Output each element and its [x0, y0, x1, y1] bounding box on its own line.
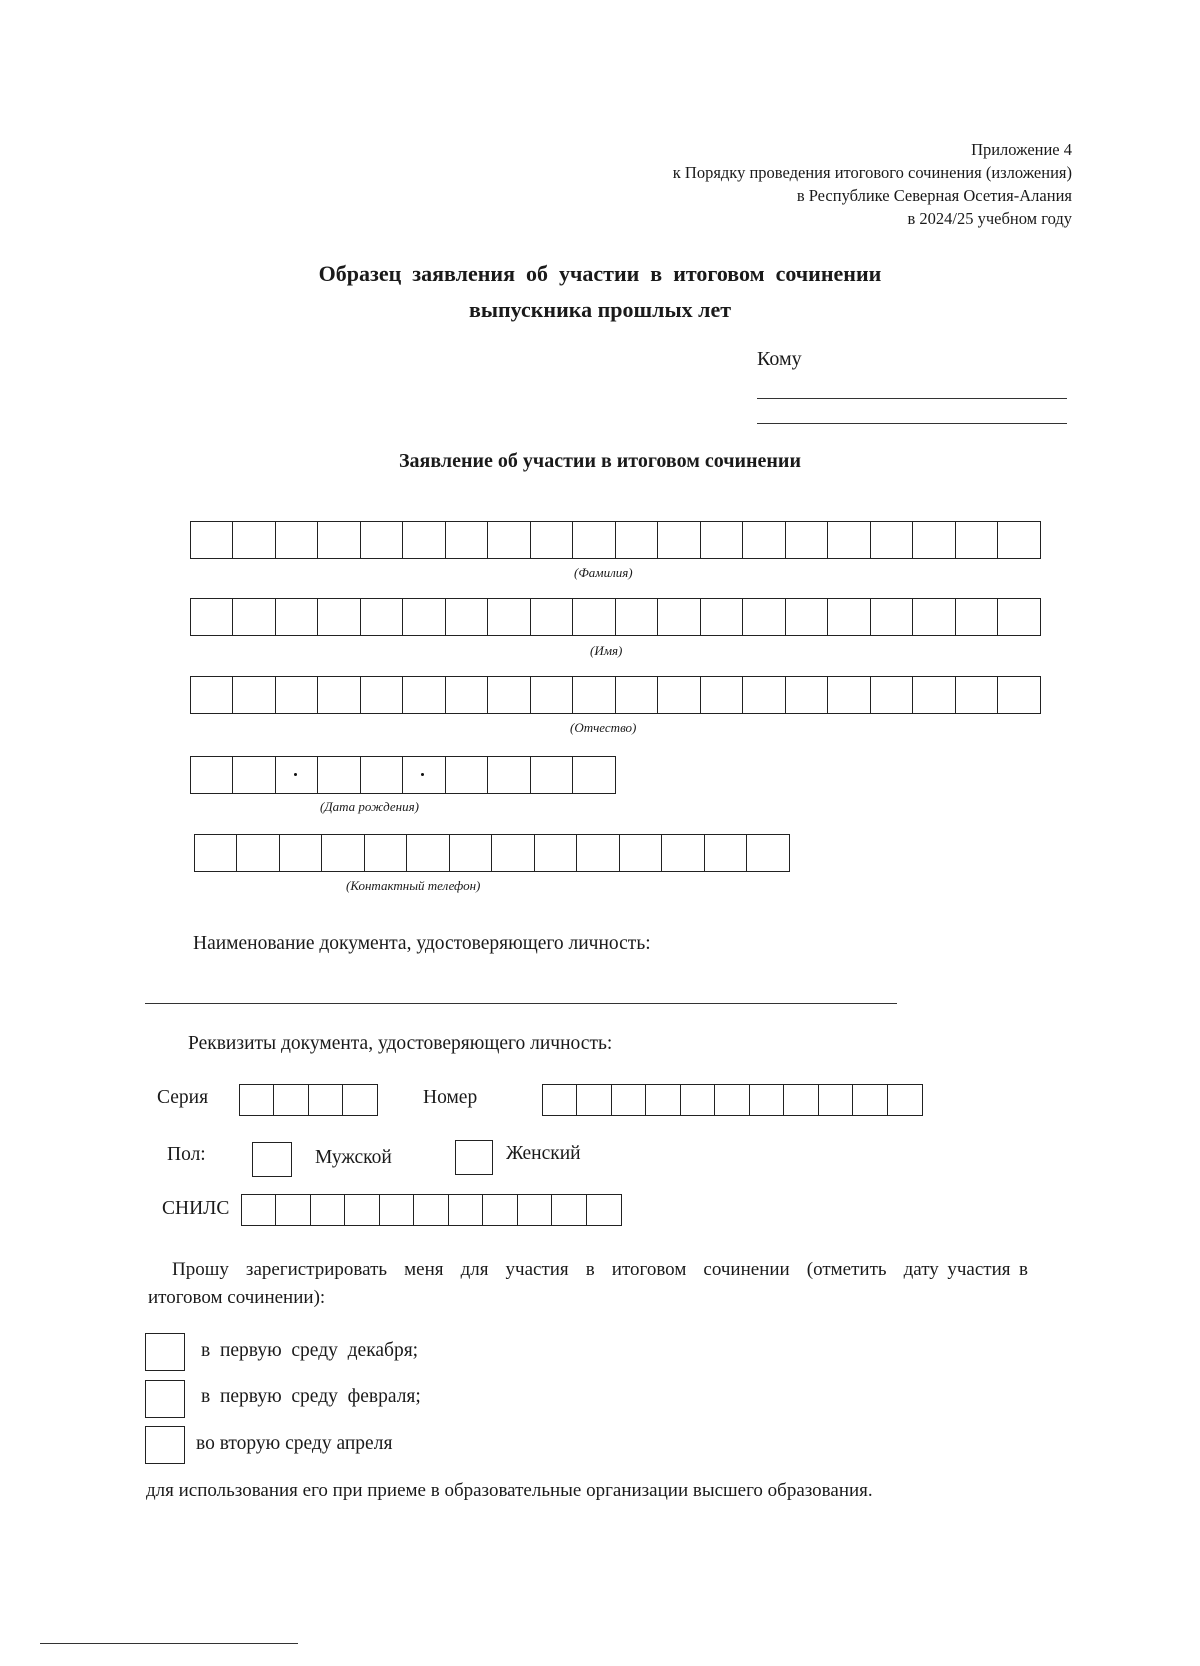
- input-cell[interactable]: [406, 834, 450, 872]
- input-cell[interactable]: [912, 676, 956, 714]
- input-cell[interactable]: [445, 521, 489, 559]
- december-checkbox[interactable]: [145, 1333, 185, 1371]
- input-cell[interactable]: [572, 676, 616, 714]
- input-cell[interactable]: [487, 756, 531, 794]
- input-cell[interactable]: [232, 676, 276, 714]
- input-cell[interactable]: [912, 521, 956, 559]
- document-details-label: Реквизиты документа, удостоверяющего личность:: [188, 1033, 613, 1054]
- february-option-label: в первую среду февраля;: [201, 1386, 421, 1407]
- input-cell[interactable]: [364, 834, 408, 872]
- input-cell[interactable]: [317, 756, 361, 794]
- surname-cells[interactable]: [191, 521, 1041, 559]
- request-paragraph: [148, 1256, 1033, 1312]
- input-cell[interactable]: [360, 676, 404, 714]
- input-cell[interactable]: [482, 1194, 518, 1226]
- input-cell[interactable]: [615, 598, 659, 636]
- input-cell[interactable]: [700, 676, 744, 714]
- form-title-line-1: Образец заявления об участии в итоговом сочинении: [318, 261, 882, 286]
- input-cell[interactable]: [534, 834, 578, 872]
- input-cell[interactable]: [827, 598, 871, 636]
- footnote-separator: [40, 1643, 298, 1644]
- input-cell[interactable]: [275, 521, 319, 559]
- input-cell[interactable]: [870, 676, 914, 714]
- birthdate-cells[interactable]: [191, 756, 616, 794]
- input-cell[interactable]: [487, 676, 531, 714]
- document-name-label: Наименование документа, удостоверяющего личность:: [193, 933, 651, 954]
- appendix-line-3: в Республике Северная Осетия-Алания: [796, 186, 1072, 205]
- input-cell[interactable]: [572, 756, 616, 794]
- input-cell[interactable]: [572, 521, 616, 559]
- number-cells[interactable]: [543, 1084, 923, 1116]
- addressee-line-1[interactable]: [757, 398, 1067, 399]
- patronymic-caption: (Отчество): [570, 720, 637, 735]
- application-heading: Заявление об участии в итоговом сочинении: [399, 450, 801, 472]
- appendix-note: [673, 138, 1072, 230]
- input-cell[interactable]: [448, 1194, 484, 1226]
- input-cell[interactable]: [517, 1194, 553, 1226]
- name-cells[interactable]: [191, 598, 1041, 636]
- series-label: Серия: [157, 1087, 209, 1108]
- birthdate-caption: (Дата рождения): [320, 799, 419, 814]
- surname-caption: (Фамилия): [574, 565, 633, 580]
- december-option-label: в первую среду декабря;: [201, 1340, 419, 1361]
- input-cell[interactable]: [615, 521, 659, 559]
- input-cell[interactable]: [360, 756, 404, 794]
- input-cell[interactable]: [870, 598, 914, 636]
- addressee-label: Кому: [757, 348, 802, 370]
- input-cell[interactable]: [742, 598, 786, 636]
- input-cell[interactable]: [317, 598, 361, 636]
- series-cells[interactable]: [240, 1084, 378, 1116]
- input-cell[interactable]: [785, 598, 829, 636]
- phone-caption: (Контактный телефон): [346, 878, 481, 893]
- male-checkbox[interactable]: [252, 1142, 292, 1177]
- input-cell[interactable]: [657, 676, 701, 714]
- input-cell[interactable]: [680, 1084, 716, 1116]
- input-cell[interactable]: [615, 676, 659, 714]
- input-cell[interactable]: [402, 676, 446, 714]
- appendix-line-4: в 2024/25 учебном году: [907, 209, 1072, 228]
- input-cell[interactable]: [955, 521, 999, 559]
- female-checkbox[interactable]: [455, 1140, 493, 1175]
- input-cell[interactable]: [379, 1194, 415, 1226]
- input-cell[interactable]: [827, 676, 871, 714]
- input-cell[interactable]: [645, 1084, 681, 1116]
- input-cell[interactable]: [785, 676, 829, 714]
- input-cell[interactable]: [657, 598, 701, 636]
- input-cell[interactable]: [887, 1084, 923, 1116]
- input-cell[interactable]: [997, 676, 1041, 714]
- input-cell[interactable]: [402, 521, 446, 559]
- input-cell[interactable]: [360, 521, 404, 559]
- input-cell[interactable]: [576, 1084, 612, 1116]
- input-cell[interactable]: [657, 521, 701, 559]
- input-cell[interactable]: [449, 834, 493, 872]
- female-label: Женский: [506, 1143, 581, 1164]
- input-cell[interactable]: [551, 1194, 587, 1226]
- input-cell[interactable]: [576, 834, 620, 872]
- document-name-line[interactable]: [145, 1003, 897, 1004]
- input-cell[interactable]: [818, 1084, 854, 1116]
- input-cell[interactable]: [275, 598, 319, 636]
- input-cell[interactable]: [239, 1084, 275, 1116]
- input-cell[interactable]: [714, 1084, 750, 1116]
- input-cell[interactable]: [190, 598, 234, 636]
- input-cell[interactable]: [241, 1194, 277, 1226]
- input-cell[interactable]: [955, 676, 999, 714]
- input-cell[interactable]: [360, 598, 404, 636]
- input-cell[interactable]: [700, 598, 744, 636]
- form-title-line-2: выпускника прошлых лет: [468, 297, 732, 322]
- gender-label: Пол:: [167, 1144, 206, 1165]
- input-cell[interactable]: [852, 1084, 888, 1116]
- input-cell[interactable]: [530, 598, 574, 636]
- input-cell[interactable]: [611, 1084, 647, 1116]
- input-cell[interactable]: [445, 676, 489, 714]
- input-cell[interactable]: [997, 598, 1041, 636]
- input-cell[interactable]: [342, 1084, 378, 1116]
- input-cell[interactable]: [530, 521, 574, 559]
- input-cell[interactable]: [275, 676, 319, 714]
- input-cell[interactable]: [317, 521, 361, 559]
- input-cell[interactable]: [402, 598, 446, 636]
- input-cell[interactable]: [279, 834, 323, 872]
- input-cell[interactable]: [530, 756, 574, 794]
- input-cell[interactable]: [542, 1084, 578, 1116]
- input-cell[interactable]: [704, 834, 748, 872]
- input-cell[interactable]: [344, 1194, 380, 1226]
- input-cell[interactable]: [321, 834, 365, 872]
- input-cell[interactable]: [402, 756, 446, 794]
- input-cell[interactable]: [190, 521, 234, 559]
- input-cell[interactable]: [572, 598, 616, 636]
- appendix-line-1: Приложение 4: [971, 140, 1072, 159]
- input-cell[interactable]: [530, 676, 574, 714]
- february-checkbox[interactable]: [145, 1380, 185, 1418]
- input-cell[interactable]: [445, 756, 489, 794]
- input-cell[interactable]: [785, 521, 829, 559]
- purpose-text: для использования его при приеме в образовательные организации высшего образования.: [146, 1480, 873, 1501]
- input-cell[interactable]: [912, 598, 956, 636]
- input-cell[interactable]: [742, 676, 786, 714]
- input-cell[interactable]: [190, 756, 234, 794]
- april-checkbox[interactable]: [145, 1426, 185, 1464]
- input-cell[interactable]: [749, 1084, 785, 1116]
- input-cell[interactable]: [273, 1084, 309, 1116]
- input-cell[interactable]: [700, 521, 744, 559]
- request-text: Прошу зарегистрировать меня для участия в итоговом сочинении (отметить дату участия в итоговом сочинении):: [148, 1259, 1033, 1308]
- form-title: [0, 256, 1200, 328]
- input-cell[interactable]: [194, 834, 238, 872]
- input-cell[interactable]: [491, 834, 535, 872]
- phone-cells[interactable]: [195, 834, 790, 872]
- input-cell[interactable]: [870, 521, 914, 559]
- input-cell[interactable]: [619, 834, 663, 872]
- input-cell[interactable]: [487, 598, 531, 636]
- input-cell[interactable]: [445, 598, 489, 636]
- snils-cells[interactable]: [242, 1194, 622, 1226]
- input-cell[interactable]: [310, 1194, 346, 1226]
- input-cell[interactable]: [661, 834, 705, 872]
- input-cell[interactable]: [742, 521, 786, 559]
- snils-label: СНИЛС: [162, 1198, 230, 1219]
- input-cell[interactable]: [232, 521, 276, 559]
- input-cell[interactable]: [232, 756, 276, 794]
- input-cell[interactable]: [317, 676, 361, 714]
- addressee-line-2[interactable]: [757, 423, 1067, 424]
- input-cell[interactable]: [275, 1194, 311, 1226]
- input-cell[interactable]: [487, 521, 531, 559]
- patronymic-cells[interactable]: [191, 676, 1041, 714]
- input-cell[interactable]: [190, 676, 234, 714]
- male-label: Мужской: [315, 1147, 392, 1168]
- input-cell[interactable]: [586, 1194, 622, 1226]
- appendix-line-2: к Порядку проведения итогового сочинения (изложения): [672, 163, 1072, 182]
- input-cell[interactable]: [997, 521, 1041, 559]
- name-caption: (Имя): [590, 643, 623, 658]
- input-cell[interactable]: [308, 1084, 344, 1116]
- number-label: Номер: [423, 1087, 478, 1108]
- input-cell[interactable]: [827, 521, 871, 559]
- input-cell[interactable]: [783, 1084, 819, 1116]
- input-cell[interactable]: [275, 756, 319, 794]
- input-cell[interactable]: [236, 834, 280, 872]
- input-cell[interactable]: [746, 834, 790, 872]
- april-option-label: во вторую среду апреля: [196, 1433, 393, 1454]
- input-cell[interactable]: [413, 1194, 449, 1226]
- input-cell[interactable]: [955, 598, 999, 636]
- input-cell[interactable]: [232, 598, 276, 636]
